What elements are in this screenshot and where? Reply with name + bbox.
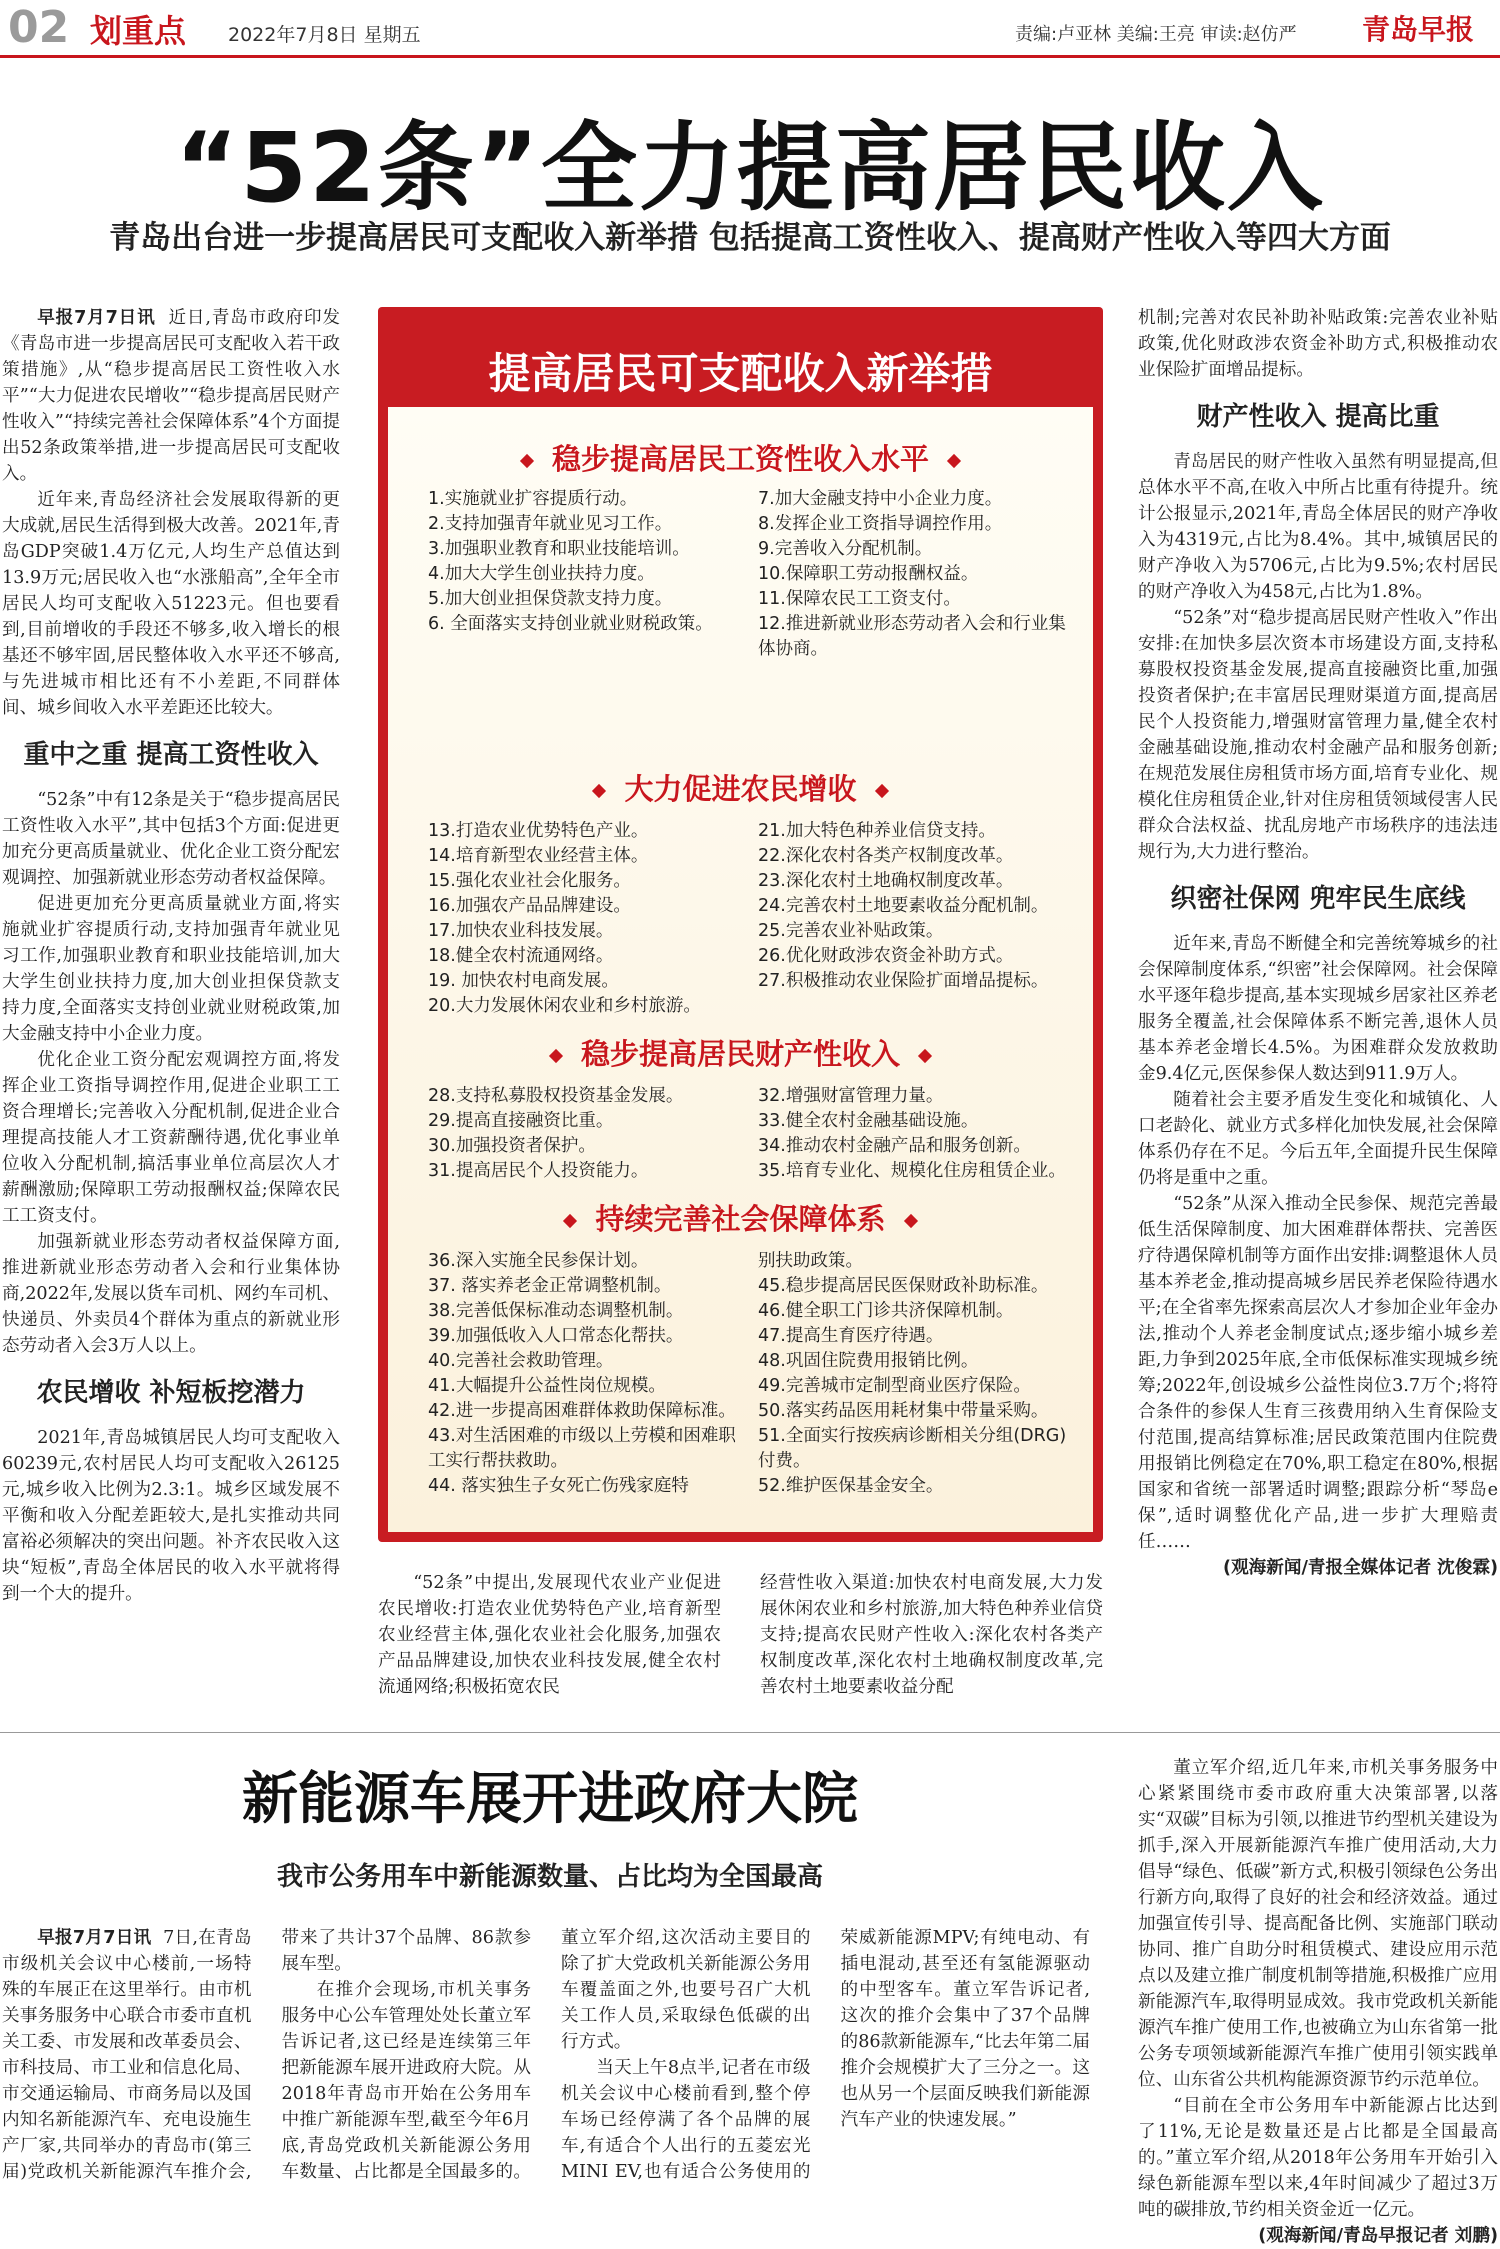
group-social-right [758,1249,1078,1499]
measure-item: 16.加强农产品品牌建设。 [428,896,631,916]
measure-item: 47.提高生育医疗待遇。 [758,1326,944,1346]
measure-item: 32.增强财富管理力量。 [758,1086,944,1106]
infobox-title: 提高居民可支配收入新举措 [488,349,993,398]
measure-item: 42.进一步提高困难群体救助保障标准。 [428,1401,736,1421]
measure-item: 13.打造农业优势特色产业。 [428,821,649,841]
measure-item: 29.提高直接融资比重。 [428,1111,614,1131]
article1-p4: 促进更加充分更高质量就业方面,将实施就业扩容提质行动,支持加强青年就业见习工作,加强职业教育和职业技能培训,加大大学生创业扶持力度,加大创业担保贷款支持力度,全面落实支持创业就业财税政策,加大金融支持中小企业力度。 [2,894,340,1044]
article2-subhead: 我市公务用车中新能源数量、占比均为全国最高 [276,1862,823,1892]
measure-item: 37. 落实养老金正常调整机制。 [428,1276,672,1296]
article2-p5: “目前在全市公务用车中新能源占比达到了11%,无论是数量还是占比都是全国最高的。”董立军介绍,从2018年公务用车开始引入绿色新能源车型以来,4年时间减少了超过3万吨的碳排放,节约相关资金近一亿元。 [1138,2096,1498,2220]
article2-p4: 董立军介绍,近几年来,市机关事务服务中心紧紧围绕市委市政府重大决策部署,以落实“双碳”目标为引领,以推进节约型机关建设为抓手,深入开展新能源汽车推广使用活动,大力倡导“绿色、低碳”新方式,积极引领绿色公务出行新方向,取得了良好的社会和经济效益。通过加强宣传引导、提高配备比例、实施部门联动协同、推广自助分时租赁模式、建设应用示范点以及建立推广制度机制等措施,积极推广应用新能源汽车,取得明显成效。我市党政机关新能源汽车推广使用工作,也被确立为山东省第一批公务专项领域新能源汽车推广使用引领实践单位、山东省公共机构能源资源节约示范单位。 [1138,1758,1498,2090]
measure-item: 33.健全农村金融基础设施。 [758,1111,979,1131]
group-social-left [428,1249,748,1499]
article1-heading-social: 织密社保网 兜牢民生底线 [1170,884,1466,914]
section-title: 划重点 [90,12,187,50]
article1-subhead: 青岛出台进一步提高居民可支配收入新举措 包括提高工资性收入、提高财产性收入等四大方面 [109,220,1391,256]
measure-item: 48.巩固住院费用报销比例。 [758,1351,979,1371]
newspaper-logo: 青岛早报 [1362,13,1475,46]
article1-byline: (观海新闻/青报全媒体记者 沈俊霖) [1223,1558,1498,1578]
measure-item: 31.提高居民个人投资能力。 [428,1161,649,1181]
measure-item: 26.优化财政涉农资金补助方式。 [758,946,1014,966]
measure-item: 7.加大金融支持中小企业力度。 [758,489,1003,509]
article1-p14: 随着社会主要矛盾发生变化和城镇化、人口老龄化、就业方式多样化加快发展,社会保障体系仍存在不足。今后五年,全面提升民生保障仍将是重中之重。 [1138,1090,1498,1188]
measure-item: 22.深化农村各类产权制度改革。 [758,846,1014,866]
group-property-left [428,1084,748,1184]
measure-item: 23.深化农村土地确权制度改革。 [758,871,1014,891]
measure-item: 2.支持加强青年就业见习工作。 [428,514,673,534]
article1-heading-farmers: 农民增收 补短板挖潜力 [36,1378,306,1408]
article1-p9: 经营性收入渠道:加快农村电商发展,大力发展休闲农业和乡村旅游,加大特色种养业信贷支持;提高农民财产性收入:深化农村各类产权制度改革,深化农村土地确权制度改革,完善农村土地要素收益分配 [760,1573,1103,1697]
article2-p2: 在推介会现场,市机关事务服务中心公车管理处处长董立军告诉记者,这已经是连续第三年把新能源车展开进政府大院。从2018年青岛市开始在公务用车中推广新能源车型,截至今年6月底,青岛党政机关新能源公务用车数量、占比都是全国最多的。董立军介绍,这次活动主要目的除了扩大党政机关新能源公务用车覆盖面之外,也要号召广大机关工作人员,采取绿色低碳的出行方式。 [281,1928,811,2182]
article1-p12: “52条”对“稳步提高居民财产性收入”作出安排:在加快多层次资本市场建设方面,支持私募股权投资基金发展,提高直接融资比重,加强投资者保护;在丰富居民理财渠道方面,提高居民个人投资能力,增强财富管理力量,健全农村金融基础设施,推动农村金融产品和服务创新;在规范发展住房租赁市场方面,培育专业化、规模化住房租赁企业,针对住房租赁领域侵害人民群众合法权益、扰乱房地产市场秩序的违法违规行为,大力进行整治。 [1138,608,1498,862]
measure-item: 4.加大大学生创业扶持力度。 [428,564,655,584]
measure-item: 41.大幅提升公益性岗位规模。 [428,1376,666,1396]
infobox-body [388,407,1093,1532]
article2-lead: 早报7月7日讯 [37,1928,152,1948]
article2-p3: 当天上午8点半,记者在市级机关会议中心楼前看到,整个停车场已经停满了各个品牌的展车,有适合个人出行的五菱宏光MINI EV,也有适合公务使用的荣威新能源MPV;有纯电动、有插电混动,甚至还有氢能源驱动的中型客车。董立军告诉记者,这次的推介会集中了37个品牌的86款新能源车,“比去年第二届推介会规模扩大了三分之一。这也从另一个层面反映我们新能源汽车产业的快速发展。” [561,1928,1090,2182]
article1-column-4 [1138,305,1498,1710]
group-heading-social-security: 持续完善社会保障体系 [388,1197,1093,1238]
article1-heading-wages: 重中之重 提高工资性收入 [23,740,319,770]
measure-item: 35.培育专业化、规模化住房租赁企业。 [758,1161,1066,1181]
article1-column-1 [2,305,340,1705]
measure-item: 39.加强低收入人口常态化帮扶。 [428,1326,684,1346]
article1-column-3 [760,1570,1103,1708]
measure-item: 44. 落实独生子女死亡伤残家庭特 [428,1476,689,1496]
measure-item: 18.健全农村流通网络。 [428,946,614,966]
measure-item: 43.对生活困难的市级以上劳模和困难职工实行帮扶救助。 [428,1426,736,1471]
article1-p6: 加强新就业形态劳动者权益保障方面,推进新就业形态劳动者入会和行业集体协商,2022年,发展以货车司机、网约车司机、快递员、外卖员4个群体为重点的新就业形态劳动者入会3万人以上。 [2,1232,340,1356]
measure-item: 10.保障职工劳动报酬权益。 [758,564,979,584]
group-wages-right [758,487,1078,662]
article1-p11: 青岛居民的财产性收入虽然有明显提高,但总体水平不高,在收入中所占比重有待提升。统计公报显示,2021年,青岛全体居民的财产净收入为4319元,占比为8.4%。其中,城镇居民的财产净收入为5706元,占比为9.5%;农村居民的财产净收入为458元,占比为1.8%。 [1138,452,1498,602]
group-wages-left [428,487,748,637]
measure-item: 17.加快农业科技发展。 [428,921,614,941]
article1-p5: 优化企业工资分配宏观调控方面,将发挥企业工资指导调控作用,促进企业职工工资合理增长;完善收入分配机制,促进企业合理提高技能人才工资薪酬待遇,优化事业单位收入分配机制,搞活事业单位高层次人才薪酬激励;保障职工劳动报酬权益;保障农民工工资支付。 [2,1050,340,1226]
measure-item: 8.发挥企业工资指导调控作用。 [758,514,1003,534]
measure-item: 50.落实药品医用耗材集中带量采购。 [758,1401,1049,1421]
measure-item: 52.维护医保基金安全。 [758,1476,944,1496]
measure-item: 20.大力发展休闲农业和乡村旅游。 [428,996,701,1016]
measure-item: 28.支持私募股权投资基金发展。 [428,1086,684,1106]
article1-p15: “52条”从深入推动全民参保、规范完善最低生活保障制度、加大困难群体帮扶、完善医疗待遇保障机制等方面作出安排:调整退休人员基本养老金,推动提高城乡居民养老保险待遇水平;在全省率先探索高层次人才参加企业年金办法,推动个人养老金制度试点;逐步缩小城乡差距,力争到2025年底,全市低保标准实现城乡统筹;2022年,创设城乡公益性岗位3.7万个;将符合条件的参保人生育三孩费用纳入生育保险支付范围,提高结算标准;居民政策范围内住院费用报销比例稳定在70%,职工稳定在80%,根据国家和省统一部署适时调整;跟踪分析“琴岛e保”,适时调整优化产品,进一步扩大理赔责任…… [1138,1194,1498,1552]
group-farmers-left [428,819,748,1019]
measure-item: 5.加大创业担保贷款支持力度。 [428,589,673,609]
article1-headline: “52条”全力提高居民收入 [175,112,1325,224]
measure-item: 6. 全面落实支持创业就业财税政策。 [428,614,713,634]
measure-item: 45.稳步提高居民医保财政补助标准。 [758,1276,1049,1296]
measure-item: 51.全面实行按疾病诊断相关分组(DRG)付费。 [758,1426,1067,1471]
article1-heading-property: 财产性收入 提高比重 [1196,402,1440,432]
article1-p3: “52条”中有12条是关于“稳步提高居民工资性收入水平”,其中包括3个方面:促进更加充分更高质量就业、优化企业工资分配宏观调控、加强新就业形态劳动者权益保障。 [2,790,340,888]
article1-p8: “52条”中提出,发展现代农业产业促进农民增收:打造农业优势特色产业,培育新型农业经营主体,强化农业社会化服务,加强农产品品牌建设,加快农业科技发展,健全农村流通网络;积极拓宽农民 [378,1573,721,1697]
measure-item: 49.完善城市定制型商业医疗保险。 [758,1376,1031,1396]
measure-item: 36.深入实施全民参保计划。 [428,1251,649,1271]
article1-lead: 早报7月7日讯 [37,308,156,328]
measure-item: 46.健全职工门诊共济保障机制。 [758,1301,1014,1321]
editor-credits: 责编:卢亚林 美编:王亮 审读:赵仿严 [1015,24,1297,45]
measure-item: 12.推进新就业形态劳动者入会和行业集体协商。 [758,614,1066,659]
measure-item: 40.完善社会救助管理。 [428,1351,614,1371]
measure-item: 25.完善农业补贴政策。 [758,921,944,941]
page-number: 02 [8,2,70,53]
measure-item: 19. 加快农村电商发展。 [428,971,619,991]
measure-item: 11.保障农民工工资支付。 [758,589,961,609]
article-divider [0,1732,1500,1733]
measure-item: 3.加强职业教育和职业技能培训。 [428,539,690,559]
article2-column-right [1138,1755,1498,2246]
measure-item: 别扶助政策。 [758,1251,863,1271]
group-farmers-right [758,819,1078,994]
article1-p1: 近日,青岛市政府印发《青岛市进一步提高居民可支配收入若干政策措施》,从“稳步提高居民工资性收入水平”“大力促进农民增收”“稳步提高居民财产性收入”“持续完善社会保障体系”4个方面提出52条政策举措,进一步提高居民可支配收入。 [2,308,341,484]
measure-item: 30.加强投资者保护。 [428,1136,596,1156]
measure-item: 34.推动农村金融产品和服务创新。 [758,1136,1031,1156]
article2-headline: 新能源车展开进政府大院 [242,1767,858,1832]
article2-body [2,1925,1090,2235]
article1-p10: 机制;完善对农民补助补贴政策:完善农业补贴政策,优化财政涉农资金补助方式,积极推动农业保险扩面增品提标。 [1138,308,1498,380]
article2-byline: (观海新闻/青岛早报记者 刘鹏) [1258,2226,1498,2246]
article2-p1: 7日,在青岛市级机关会议中心楼前,一场特殊的车展正在这里举行。由市机关事务服务中心联合市委市直机关工委、市发展和改革委员会、市科技局、市工业和信息化局、市交通运输局、市商务局以及国内知名新能源汽车、充电设施生产厂家,共同举办的青岛市(第三届)党政机关新能源汽车推介会,带来了共计37个品牌、86款参展车型。 [2,1928,531,2182]
group-heading-property: 稳步提高居民财产性收入 [388,1032,1093,1073]
article1-p7: 2021年,青岛城镇居民人均可支配收入60239元,农村居民人均可支配收入26125元,城乡收入比例为2.3:1。城乡区域发展不平衡和收入分配差距较大,是扎实推动共同富裕必须解决的突出问题。补齐农民收入这块“短板”,青岛全体居民的收入水平就将得到一个大的提升。 [2,1428,340,1604]
measure-item: 21.加大特色种养业信贷支持。 [758,821,996,841]
article1-p2: 近年来,青岛经济社会发展取得新的更大成就,居民生活得到极大改善。2021年,青岛GDP突破1.4万亿元,人均生产总值达到13.9万元;居民收入也“水涨船高”,全年全市居民人均可支配收入51223元。但也要看到,目前增收的手段还不够多,收入增长的根基还不够牢固,居民整体收入水平还不够高,与先进城市相比还有不小差距,不同群体间、城乡间收入水平差距还比较大。 [2,490,340,718]
measure-item: 15.强化农业社会化服务。 [428,871,631,891]
measure-item: 14.培育新型农业经营主体。 [428,846,649,866]
measure-item: 24.完善农村土地要素收益分配机制。 [758,896,1049,916]
group-heading-farmers: 大力促进农民增收 [388,767,1093,808]
article1-p13: 近年来,青岛不断健全和完善统筹城乡的社会保障制度体系,“织密”社会保障网。社会保障水平逐年稳步提高,基本实现城乡居家社区养老服务全覆盖,社会保障体系不断完善,退休人员基本养老金增长4.5%。为困难群众发放救助金9.4亿元,医保参保人数达到911.9万人。 [1138,934,1498,1084]
group-heading-wages: 稳步提高居民工资性收入水平 [388,437,1093,478]
measure-item: 1.实施就业扩容提质行动。 [428,489,638,509]
issue-date: 2022年7月8日 星期五 [228,24,421,46]
measure-item: 9.完善收入分配机制。 [758,539,933,559]
measure-item: 38.完善低保标准动态调整机制。 [428,1301,684,1321]
policy-infobox [378,307,1103,1542]
group-property-right [758,1084,1078,1184]
article1-column-2 [378,1570,721,1708]
measure-item: 27.积极推动农业保险扩面增品提标。 [758,971,1049,991]
